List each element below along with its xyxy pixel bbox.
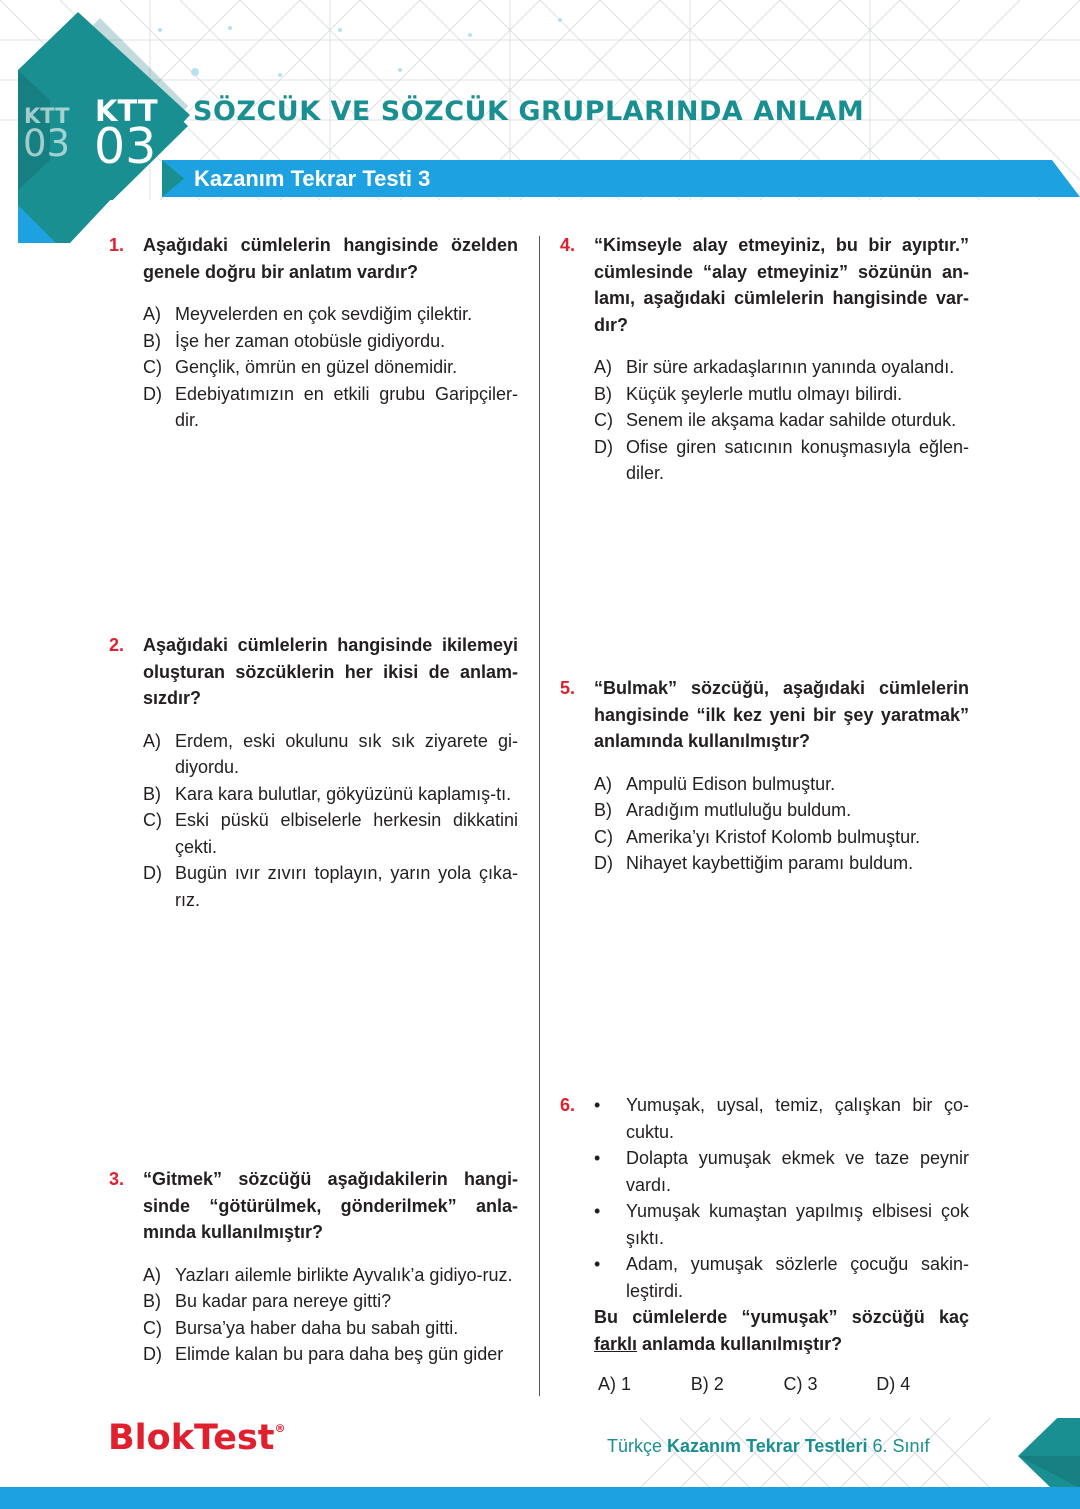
- option-c: C) Bursa’ya haber daha bu sabah gitti.: [143, 1317, 459, 1338]
- question-text: Aşağıdaki cümlelerin hangisinde özelden genele doğru bir anlatım vardır?: [143, 235, 518, 282]
- badge-number: 03: [94, 118, 157, 175]
- option-c: C) Senem ile akşama kadar sahilde oturduk.: [594, 410, 957, 430]
- page-title: SÖZCÜK VE SÖZCÜK GRUPLARINDA ANLAM: [193, 96, 865, 127]
- question-number: 5.: [560, 678, 576, 698]
- option-d: D) Edebiyatımızın en etkili grubu Garipçiler-dir.: [143, 383, 518, 430]
- badge-number-small: 03: [23, 122, 71, 165]
- question-2: [109, 632, 518, 913]
- subtitle: Kazanım Tekrar Testi 3: [194, 166, 431, 191]
- question-number: 3.: [109, 1169, 125, 1189]
- option-c: C) Gençlik, ömrün en güzel dönemidir.: [143, 357, 458, 377]
- question-number: 2.: [109, 635, 125, 655]
- question-6: [560, 1092, 969, 1398]
- bullet-item: • Adam, yumuşak sözlerle çocuğu sakin-leştirdi.: [594, 1254, 969, 1301]
- question-number: 6.: [560, 1095, 576, 1115]
- option-d: D) Bugün ıvır zıvırı toplayın, yarın yola çıka-rız.: [143, 863, 518, 910]
- option-b: B) Küçük şeylerle mutlu olmayı bilirdi.: [594, 383, 903, 404]
- question-text: Aşağıdaki cümlelerin hangisinde ikilemeyi oluşturan sözcüklerin her ikisi de anlam-sızdır?: [143, 635, 518, 708]
- bottom-bar: [0, 1487, 1080, 1509]
- question-text: “Gitmek” sözcüğü aşağıdakilerin hangi-sinde “götürülmek, gönderilmek” anla-mında kullanılmıştır?: [143, 1169, 518, 1242]
- badge-code: KTT: [95, 94, 158, 128]
- option-a: A) Ampulü Edison bulmuştur.: [594, 773, 836, 794]
- bullet-item: • Yumuşak, uysal, temiz, çalışkan bir ço-cuktu.: [594, 1095, 969, 1142]
- option-a: A) Yazları ailemle birlikte Ayvalık’a gidiyo-ruz.: [143, 1264, 513, 1285]
- option-b: B) İşe her zaman otobüsle gidiyordu.: [143, 330, 446, 351]
- brand-logo: BlokTest®: [108, 1418, 286, 1458]
- option-b: B) Aradığım mutluluğu buldum.: [594, 800, 852, 820]
- page-number: 9: [1005, 1438, 1013, 1454]
- column-divider: [539, 236, 540, 1396]
- question-text: “Bulmak” sözcüğü, aşağıdaki cümlelerin hangisinde “ilk kez yeni bir şey yaratmak” anlamında kullanılmıştır?: [594, 678, 969, 751]
- option-b: B) Kara kara bulutlar, gökyüzünü kaplamış-tı.: [143, 783, 512, 804]
- question-text: Bu cümlelerde “yumuşak” sözcüğü kaç farklı anlamda kullanılmıştır?: [594, 1307, 969, 1354]
- question-number: 1.: [109, 235, 125, 255]
- option-c: C) Eski püskü elbiselerle herkesin dikkatini çekti.: [143, 810, 518, 857]
- question-5: [560, 675, 969, 877]
- option-d: D) Nihayet kaybettiğim paramı buldum.: [594, 853, 914, 873]
- option-d: D) Elimde kalan bu para daha beş gün gider: [143, 1344, 504, 1364]
- option-c: C) Amerika’yı Kristof Kolomb bulmuştur.: [594, 826, 921, 847]
- answer-b: B) 2: [690, 1374, 724, 1394]
- question-text: “Kimseyle alay etmeyiniz, bu bir ayıptır.” cümlesinde “alay etmeyiniz” sözünün an-lamı, aşağıdaki cümlelerin hangisinde var-dır?: [594, 235, 969, 335]
- option-a: A) Erdem, eski okulunu sık sık ziyarete gi-diyordu.: [143, 730, 518, 777]
- bullet-item: • Yumuşak kumaştan yapılmış elbisesi çok şıktı.: [594, 1201, 969, 1248]
- answer-c: C) 3: [783, 1374, 818, 1394]
- badge-code-small: KTT: [24, 104, 70, 128]
- option-b: B) Bu kadar para nereye gitti?: [143, 1291, 392, 1311]
- option-a: A) Bir süre arkadaşlarının yanında oyalandı.: [594, 357, 955, 377]
- book-title: Türkçe Kazanım Tekrar Testleri 6. Sınıf: [607, 1436, 930, 1456]
- bullet-item: • Dolapta yumuşak ekmek ve taze peynir vardı.: [594, 1148, 969, 1195]
- answer-d: D) 4: [876, 1374, 911, 1394]
- question-number: 4.: [560, 235, 576, 255]
- question-4: [560, 232, 969, 487]
- option-d: D) Ofise giren satıcının konuşmasıyla eğlen-diler.: [594, 436, 969, 483]
- option-a: A) Meyvelerden en çok sevdiğim çilektir.: [143, 304, 473, 324]
- question-1: [109, 232, 518, 434]
- question-3: [109, 1166, 518, 1368]
- answer-a: A) 1: [598, 1374, 632, 1394]
